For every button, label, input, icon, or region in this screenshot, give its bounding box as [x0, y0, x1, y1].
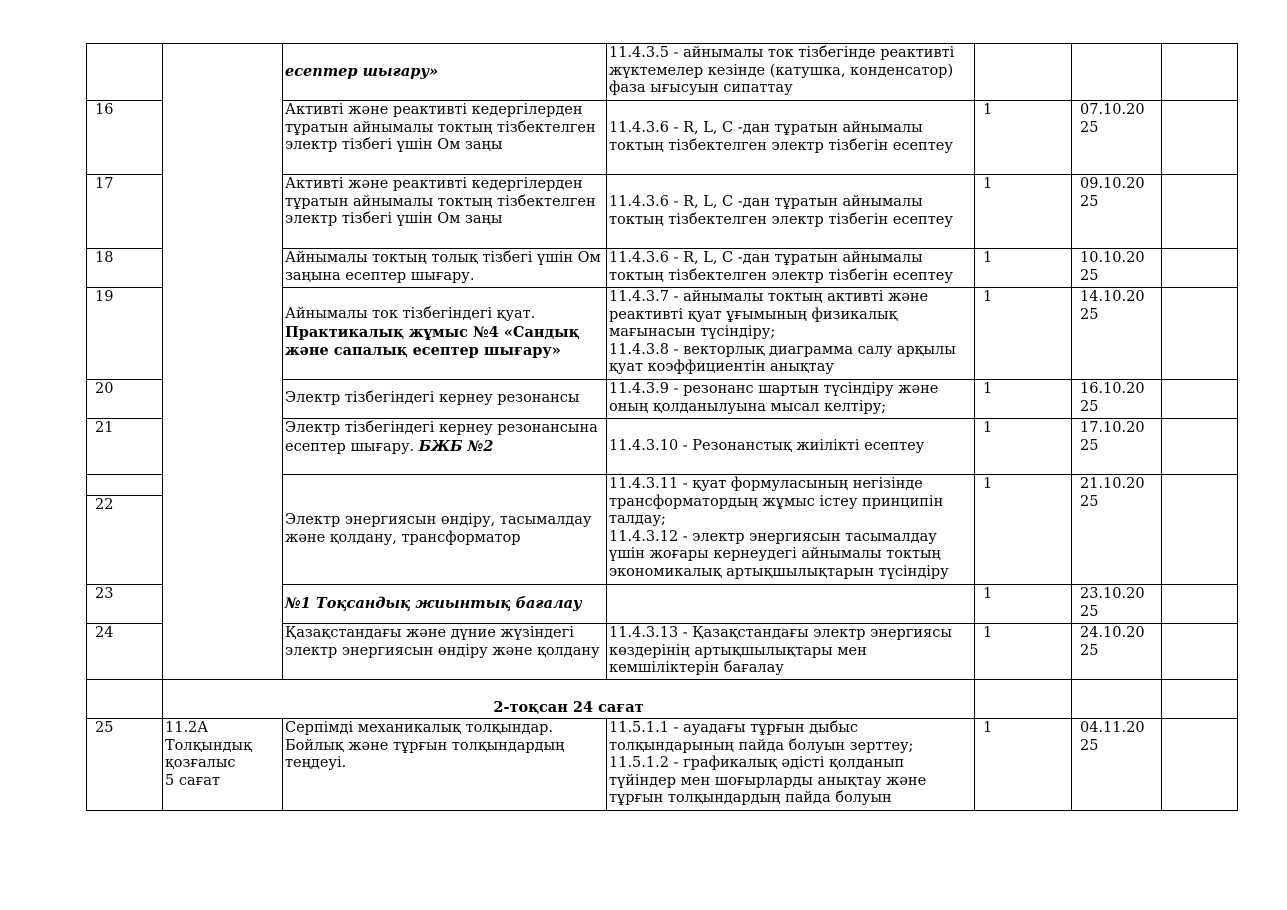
hours-cell: 1: [975, 419, 1072, 475]
topic-text: есептер шығару»: [285, 62, 439, 80]
notes-cell: [1162, 475, 1238, 585]
objective-cell: [607, 585, 975, 624]
lesson-number-cell: [87, 44, 163, 101]
objective-cell: 11.4.3.6 - R, L, C -дан тұратын айнымалы токтың тізбектелген электр тізбегін есептеу: [607, 101, 975, 175]
lesson-number-cell: 17: [87, 175, 163, 249]
topic-cell: №1 Тоқсандық жиынтық бағалау: [283, 585, 607, 624]
lesson-number-cell: 25: [87, 719, 163, 811]
hours-cell: 1: [975, 288, 1072, 380]
hours-cell: 1: [975, 101, 1072, 175]
topic-cell: Электр тізбегіндегі кернеу резонансы: [283, 380, 607, 419]
notes-cell: [1162, 101, 1238, 175]
objective-cell: 11.4.3.11 - қуат формуласының негізінде трансформатордың жұмыс істеу принципін талдау; 11.4.3.12 - электр энергиясын тасымалдау үшін жоғары кернеудегі айнымалы токтың экономикалық артықшылықтарын түсіндіру: [607, 475, 975, 585]
notes-cell: [1162, 175, 1238, 249]
notes-cell: [1162, 288, 1238, 380]
topic-cell: Активті және реактивті кедергілерден тұратын айнымалы токтың тізбектелген электр тізбегі үшін Ом заңы: [283, 175, 607, 249]
date-cell: 07.10.20 25: [1072, 101, 1162, 175]
notes-cell: [1162, 719, 1238, 811]
section-cell: 11.2А Толқындық қозғалыс 5 сағат: [163, 719, 283, 811]
topic-text: Айнымалы ток тізбегіндегі қуат.: [285, 306, 536, 323]
hours-cell: 1: [975, 719, 1072, 811]
objective-cell: 11.4.3.10 - Резонанстық жиілікті есептеу: [607, 419, 975, 475]
lesson-number-cell: [87, 475, 163, 585]
objective-cell: 11.4.3.6 - R, L, C -дан тұратын айнымалы токтың тізбектелген электр тізбегін есептеу: [607, 175, 975, 249]
topic-cell: [283, 419, 607, 475]
date-cell: 16.10.20 25: [1072, 380, 1162, 419]
hours-cell: 1: [975, 475, 1072, 585]
topic-cell: Электр энергиясын өндіру, тасымалдау және қолдану, трансформатор: [283, 475, 607, 585]
practical-work-title: Практикалық жұмыс №4 «Сандық және сапалық есептер шығару»: [285, 323, 580, 360]
quarter-title: 2-тоқсан 24 сағат: [163, 680, 975, 719]
table-row: [87, 719, 1238, 811]
notes-cell: [1162, 680, 1238, 719]
hours-cell: 1: [975, 624, 1072, 680]
topic-cell: Айнымалы токтың толық тізбегі үшін Ом заңына есептер шығару.: [283, 249, 607, 288]
lesson-number-cell: 24: [87, 624, 163, 680]
table-row: [87, 44, 1238, 101]
lesson-number-cell: 19: [87, 288, 163, 380]
lesson-number-cell: [87, 680, 163, 719]
objective-cell: 11.4.3.13 - Қазақстандағы электр энергиясы көздерінің артықшылықтары мен кемшіліктерін бағалау: [607, 624, 975, 680]
notes-cell: [1162, 249, 1238, 288]
objective-cell: 11.5.1.1 - ауадағы тұрғын дыбыс толқындарының пайда болуын зерттеу; 11.5.1.2 - графикалық әдісті қолданып түйіндер мен шоғырларды анықтау және тұрғын толқындардың пайда болуын: [607, 719, 975, 811]
date-cell: 14.10.20 25: [1072, 288, 1162, 380]
hours-cell: 1: [975, 249, 1072, 288]
date-cell: 09.10.20 25: [1072, 175, 1162, 249]
lesson-plan-table: [86, 43, 1238, 811]
objective-cell: 11.4.3.7 - айнымалы токтың активті және реактивті қуат ұғымының физикалық мағынасын түсіндіру; 11.4.3.8 - векторлық диаграмма салу арқылы қуат коэффициентін анықтау: [607, 288, 975, 380]
date-cell: 21.10.20 25: [1072, 475, 1162, 585]
hours-cell: 1: [975, 585, 1072, 624]
lesson-number-cell: 23: [87, 585, 163, 624]
date-cell: 23.10.20 25: [1072, 585, 1162, 624]
topic-cell: [283, 288, 607, 380]
hours-cell: [975, 44, 1072, 101]
quarter-header-row: [87, 680, 1238, 719]
objective-cell: 11.4.3.6 - R, L, C -дан тұратын айнымалы токтың тізбектелген электр тізбегін есептеу: [607, 249, 975, 288]
lesson-number-cell: 18: [87, 249, 163, 288]
date-cell: [1072, 680, 1162, 719]
notes-cell: [1162, 585, 1238, 624]
lesson-number-cell: 16: [87, 101, 163, 175]
topic-cell: Қазақстандағы және дүние жүзіндегі электр энергиясын өндіру және қолдану: [283, 624, 607, 680]
hours-cell: 1: [975, 175, 1072, 249]
date-cell: [1072, 44, 1162, 101]
lesson-number-cell: 21: [87, 419, 163, 475]
notes-cell: [1162, 419, 1238, 475]
topic-text: Электр тізбегіндегі кернеу резонансына есептер шығару.: [285, 420, 598, 455]
assessment-label: БЖБ №2: [418, 437, 494, 455]
date-cell: 04.11.20 25: [1072, 719, 1162, 811]
topic-cell: Серпімді механикалық толқындар. Бойлық және тұрғын толқындардың теңдеуі.: [283, 719, 607, 811]
topic-cell: Активті және реактивті кедергілерден тұратын айнымалы токтың тізбектелген электр тізбегі үшін Ом заңы: [283, 101, 607, 175]
lesson-number-cell: 20: [87, 380, 163, 419]
notes-cell: [1162, 380, 1238, 419]
objective-cell: 11.4.3.5 - айнымалы ток тізбегінде реактивті жүктемелер кезінде (катушка, конденсатор) фаза ығысуын сипаттау: [607, 44, 975, 101]
date-cell: 10.10.20 25: [1072, 249, 1162, 288]
section-cell: [163, 44, 283, 680]
lesson-number: 22: [87, 495, 162, 516]
hours-cell: 1: [975, 380, 1072, 419]
date-cell: 17.10.20 25: [1072, 419, 1162, 475]
notes-cell: [1162, 624, 1238, 680]
objective-cell: 11.4.3.9 - резонанс шартын түсіндіру және оның қолданылуына мысал келтіру;: [607, 380, 975, 419]
date-cell: 24.10.20 25: [1072, 624, 1162, 680]
notes-cell: [1162, 44, 1238, 101]
hours-cell: [975, 680, 1072, 719]
topic-cell: [283, 44, 607, 101]
